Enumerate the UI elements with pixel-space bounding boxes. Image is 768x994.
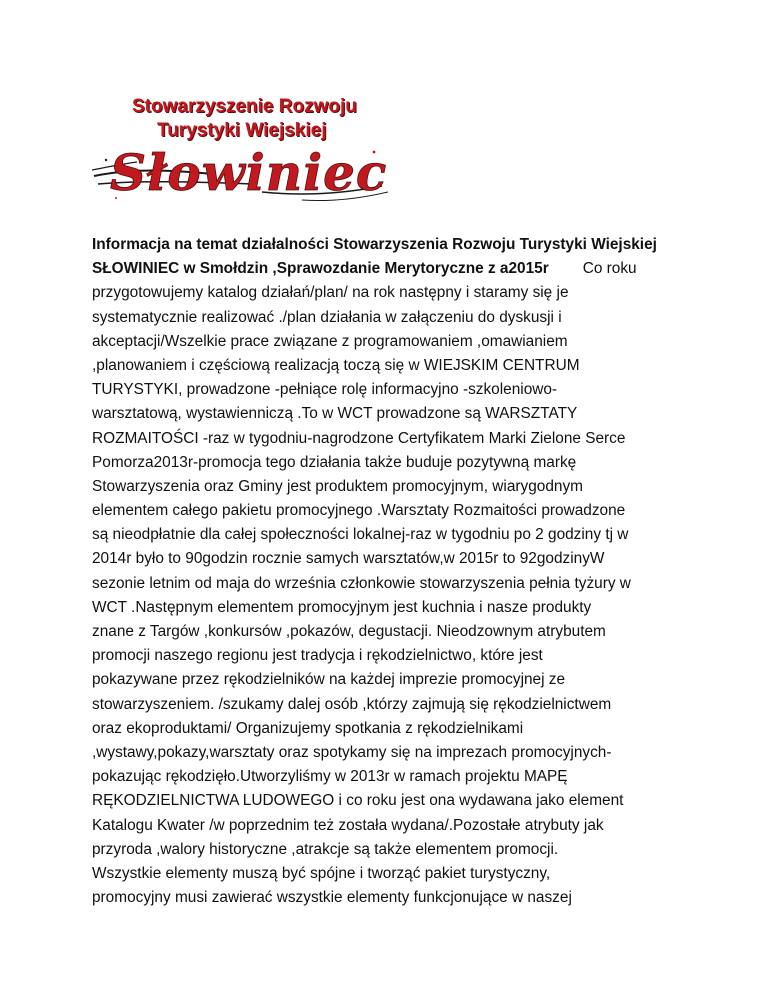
paragraph-line: sezonie letnim od maja do września członkowie stowarzyszenia pełnia tyżury w [92,574,631,592]
paragraph-line: przygotowujemy katalog działań/plan/ na rok następny i staramy się je [92,284,569,302]
logo-title-line1: Stowarzyszenie Rozwoju [132,96,357,117]
paragraph-line: oraz ekoproduktami/ Organizujemy spotkania z rękodzielnikami [92,719,524,737]
paragraph-line: promocji naszego regionu jest tradycja i rękodzielnictwo, które jest [92,647,543,665]
document-body [92,233,692,910]
paragraph-line: promocyjny musi zawierać wszystkie elementy funkcjonujące w naszej [92,889,572,907]
logo-wordmark-text: Słowiniec [110,143,388,202]
paragraph-line: TURYSTYKI, prowadzone -pełniące rolę informacyjno -szkoleniowo- [92,381,558,399]
paragraph-line: WCT .Następnym elementem promocyjnym jest kuchnia i nasze produkty [92,598,592,616]
organization-logo [92,92,392,210]
paragraph-line: Wszystkie elementy muszą być spójne i tworząć pakiet turystyczny, [92,864,551,882]
paragraph-line: są nieodpłatnie dla całej społeczności lokalnej-raz w tygodniu po 2 godziny tj w [92,526,629,544]
paragraph-line: ,wystawy,pokazy,warsztaty oraz spotykamy się na imprezach promocyjnych- [92,743,612,761]
paragraph-line: znane z Targów ,konkursów ,pokazów, degustacji. Nieodzownym atrybutem [92,623,606,640]
paragraph-line: Pomorza2013r-promocja tego działania także buduje pozytywną markę [92,453,577,471]
document-heading-line1: Informacja na temat działalności Stowarzyszenia Rozwoju Turystyki Wiejskiej [92,236,657,253]
logo-wordmark-graphic [92,140,392,210]
paragraph-line: elementem całego pakietu promocyjnego .Warsztaty Rozmaitości prowadzone [92,502,626,520]
paragraph-line: RĘKODZIELNICTWA LUDOWEGO i co roku jest ona wydawana jako element [92,792,624,810]
paragraph-line: akceptacji/Wszelkie prace związane z programowaniem ,omawianiem [92,332,568,350]
paragraph-line: warsztatową, wystawienniczą .To w WCT prowadzone są WARSZTATY [92,405,578,423]
paragraph-line: pokazując rękodzięło.Utworzyliśmy w 2013r w ramach projektu MAPĘ [92,768,568,786]
document-heading-line2-tail: Co roku [582,260,637,278]
paragraph-line: pokazywane przez rękodzielników na każdej imprezie promocyjnej ze [92,671,566,689]
paragraph-line: systematycznie realizować ./plan działania w załączeniu do dyskusji i [92,308,562,326]
paragraph-line: przyroda ,walory historyczne ,atrakcje są także elementem promocji. [92,840,559,858]
paragraph-line: Katalogu Kwater /w poprzednim też została wydana/.Pozostałe atrybuty jak [92,816,604,834]
paragraph-line: Stowarzyszenia oraz Gminy jest produktem promocyjnym, wiarygodnym [92,477,583,495]
document-heading-line2 [92,257,692,281]
paragraph-line: 2014r było to 90godzin rocznie samych warsztatów,w 2015r to 92godzinyW [92,550,605,568]
paragraph-line: stowarzyszeniem. /szukamy dalej osób ,którzy zajmują się rękodzielnictwem [92,695,612,713]
paragraph-line: ,planowaniem i częściową realizacją toczą się w WIEJSKIM CENTRUM [92,356,580,374]
document-heading-line2-bold: SŁOWINIEC w Smołdzin ,Sprawozdanie Merytoryczne z a2015r [92,260,549,278]
paragraph-line: ROZMAITOŚCI -raz w tygodniu-nagrodzone Certyfikatem Marki Zielone Serce [92,429,626,447]
logo-title-line2: Turystyki Wiejskiej [157,120,327,141]
